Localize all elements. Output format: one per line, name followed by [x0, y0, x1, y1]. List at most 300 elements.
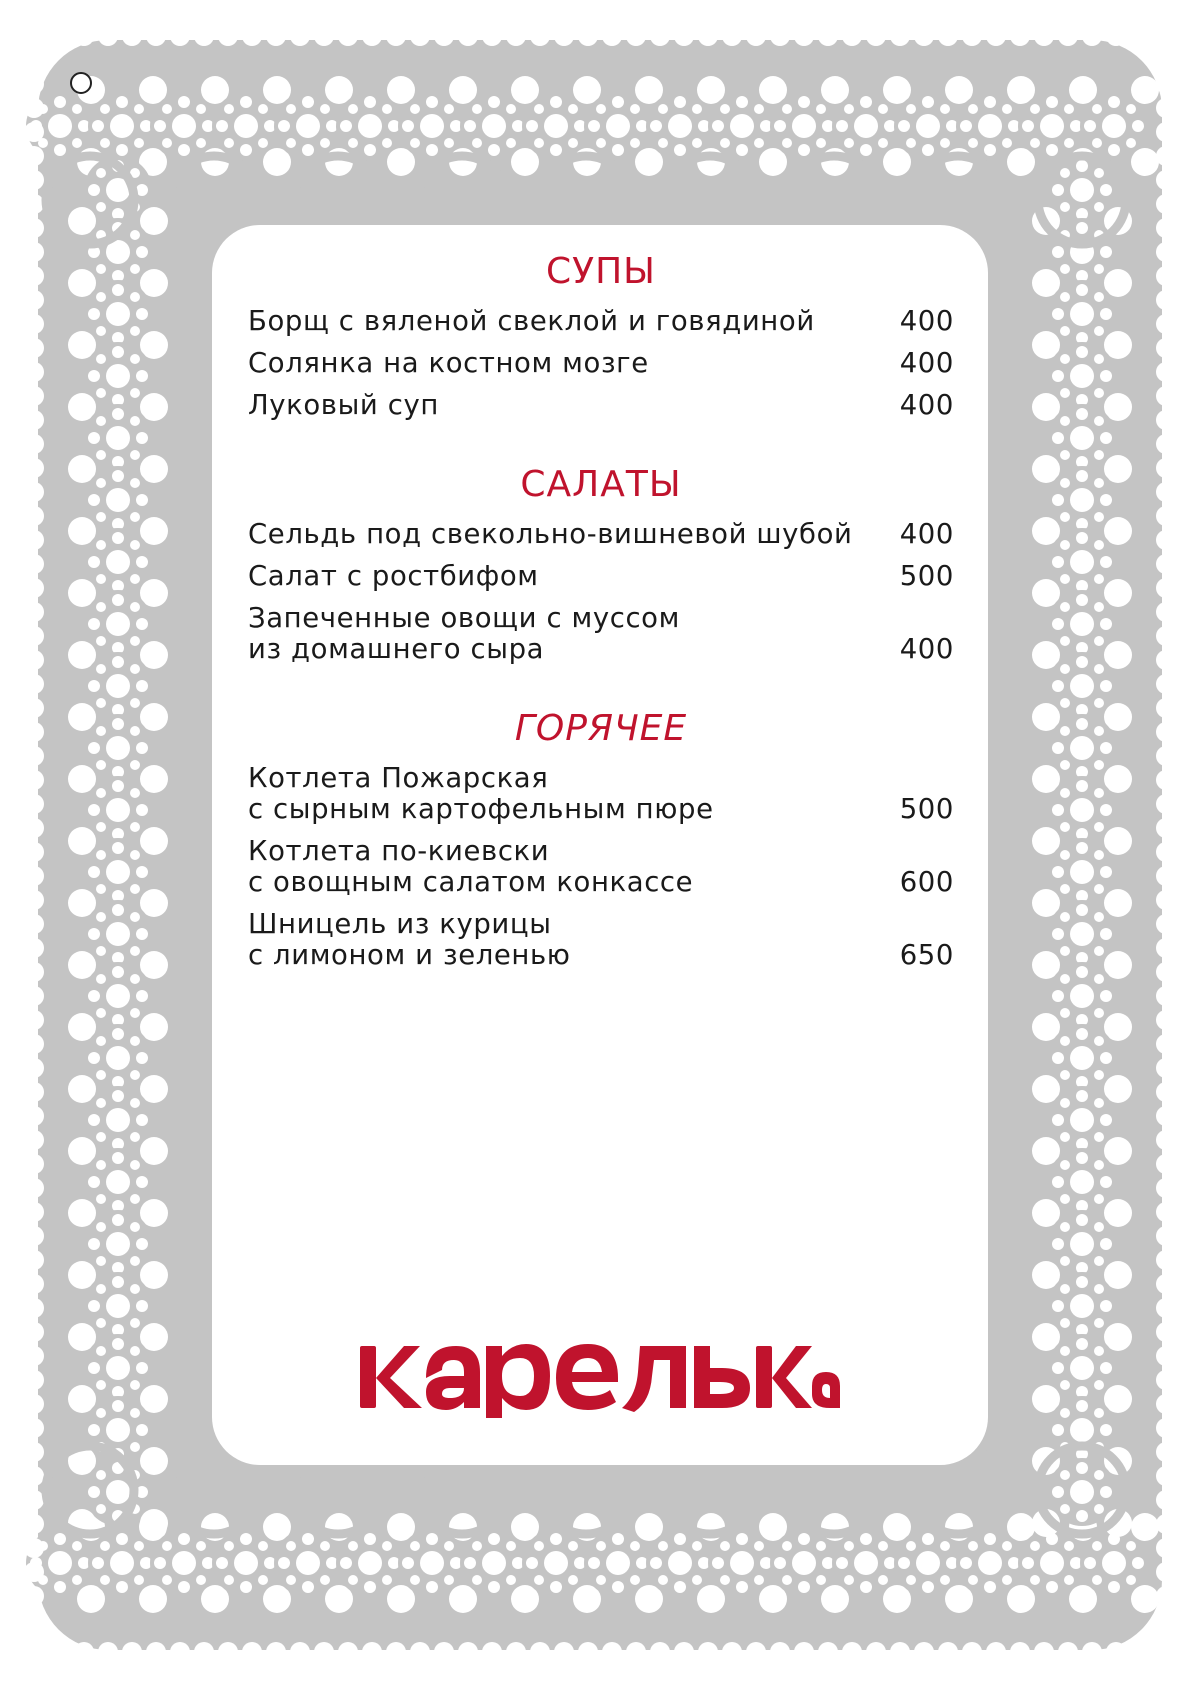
lace-hole: [626, 26, 646, 46]
lace-hole: [24, 218, 44, 238]
lace-hole: [1156, 1394, 1176, 1414]
lace-hole: [698, 26, 718, 46]
lace-flower: [894, 92, 962, 160]
lace-hole: [674, 26, 694, 46]
menu-item: [248, 763, 954, 825]
lace-flower: [1048, 776, 1116, 844]
lace-hole: [24, 1154, 44, 1174]
lace-flower: [1048, 838, 1116, 906]
lace-hole: [24, 194, 44, 214]
lace-hole: [530, 1642, 550, 1662]
lace-hole: [1106, 1642, 1126, 1662]
lace-hole: [74, 1642, 94, 1662]
item-name: Котлета Пожарская с сырным картофельным пюре: [248, 762, 714, 825]
menu-item: [248, 348, 954, 379]
lace-hole: [1156, 1154, 1176, 1174]
lace-flower: [1018, 1529, 1086, 1597]
lace-hole: [602, 26, 622, 46]
lace-hole: [1156, 122, 1176, 142]
lace-hole: [458, 1642, 478, 1662]
lace-flower: [1018, 92, 1086, 160]
lace-hole: [24, 146, 44, 166]
lace-hole: [24, 74, 44, 94]
item-price: 400: [899, 633, 954, 665]
lace-hole: [554, 1642, 574, 1662]
lace-hole: [218, 26, 238, 46]
lace-flower: [88, 92, 156, 160]
lace-hole: [170, 1642, 190, 1662]
lace-hole: [1156, 194, 1176, 214]
lace-flower: [460, 92, 528, 160]
lace-hole: [794, 1642, 814, 1662]
lace-hole: [24, 602, 44, 622]
lace-flower: [708, 1529, 776, 1597]
lace-hole: [1156, 290, 1176, 310]
lace-flower: [1080, 92, 1148, 160]
item-price: 500: [899, 560, 954, 592]
lace-hole: [338, 1642, 358, 1662]
menu-item: [248, 519, 954, 550]
lace-hole: [914, 1642, 934, 1662]
lace-hole: [24, 1298, 44, 1318]
lace-hole: [1156, 626, 1176, 646]
lace-hole: [1156, 602, 1176, 622]
lace-hole: [74, 26, 94, 46]
lace-hole: [626, 1642, 646, 1662]
lace-hole: [24, 986, 44, 1006]
lace-hole: [24, 962, 44, 982]
lace-flower: [84, 404, 152, 472]
lace-flower: [84, 962, 152, 1030]
lace-hole: [986, 26, 1006, 46]
lace-hole: [24, 1490, 44, 1510]
lace-hole: [1156, 1586, 1176, 1606]
menu-item: [248, 561, 954, 592]
lace-hole: [24, 1442, 44, 1462]
lace-flower: [336, 1529, 404, 1597]
lace-flower: [1048, 652, 1116, 720]
lace-hole: [482, 26, 502, 46]
lace-flower: [1048, 962, 1116, 1030]
lace-flower: [1048, 1024, 1116, 1092]
lace-hole: [1156, 1418, 1176, 1438]
lace-hole: [1156, 1010, 1176, 1030]
lace-hole: [578, 1642, 598, 1662]
lace-hole: [1156, 338, 1176, 358]
lace-flower: [770, 92, 838, 160]
section-title: САЛАТЫ: [520, 464, 682, 505]
item-name: Шницель из курицы с лимоном и зеленью: [248, 908, 571, 971]
lace-hole: [1131, 1585, 1159, 1613]
lace-hole: [914, 26, 934, 46]
lace-hole: [24, 674, 44, 694]
lace-hole: [1156, 1298, 1176, 1318]
lace-hole: [24, 770, 44, 790]
lace-hole: [170, 26, 190, 46]
lace-hole: [24, 410, 44, 430]
lace-hole: [24, 1466, 44, 1486]
lace-hole: [1156, 578, 1176, 598]
lace-hole: [24, 1226, 44, 1246]
lace-hole: [24, 914, 44, 934]
lace-flower: [84, 1148, 152, 1216]
lace-flower: [832, 92, 900, 160]
lace-hole: [24, 1562, 44, 1582]
lace-hole: [1156, 482, 1176, 502]
lace-hole: [1131, 148, 1159, 176]
lace-flower: [84, 1086, 152, 1154]
lace-hole: [506, 26, 526, 46]
item-name: Салат с ростбифом: [248, 560, 539, 592]
lace-hole: [50, 26, 70, 46]
lace-hole: [1156, 938, 1176, 958]
lace-hole: [1130, 1642, 1150, 1662]
lace-hole: [938, 26, 958, 46]
lace-flower: [398, 92, 466, 160]
lace-flower: [274, 1529, 342, 1597]
lace-hole: [24, 866, 44, 886]
lace-hole: [1156, 1370, 1176, 1390]
lace-flower: [1048, 1086, 1116, 1154]
lace-hole: [242, 1642, 262, 1662]
lace-flower: [1048, 1334, 1116, 1402]
lace-hole: [24, 818, 44, 838]
lace-hole: [50, 1642, 70, 1662]
lace-hole: [530, 26, 550, 46]
lace-flower: [708, 92, 776, 160]
lace-hole: [746, 1642, 766, 1662]
lace-hole: [24, 362, 44, 382]
lace-hole: [1156, 674, 1176, 694]
lace-hole: [1156, 530, 1176, 550]
lace-hole: [1156, 890, 1176, 910]
lace-hole: [314, 1642, 334, 1662]
lace-hole: [24, 578, 44, 598]
lace-hole: [770, 26, 790, 46]
lace-hole: [98, 26, 118, 46]
lace-hole: [24, 842, 44, 862]
lace-flower: [150, 92, 218, 160]
lace-hole: [506, 1642, 526, 1662]
lace-hole: [290, 1642, 310, 1662]
lace-hole: [314, 26, 334, 46]
lace-hole: [1156, 1202, 1176, 1222]
lace-hole: [24, 1250, 44, 1270]
lace-hole: [24, 1346, 44, 1366]
section-soups: [248, 250, 954, 421]
lace-hole: [1156, 650, 1176, 670]
lace-hole: [842, 26, 862, 46]
lace-hole: [386, 1642, 406, 1662]
lace-hole: [146, 1642, 166, 1662]
lace-hole: [1082, 26, 1102, 46]
lace-flower: [84, 1334, 152, 1402]
lace-hole: [24, 98, 44, 118]
lace-flower: [84, 590, 152, 658]
lace-hole: [410, 1642, 430, 1662]
lace-hole: [24, 746, 44, 766]
lace-flower: [274, 92, 342, 160]
lace-flower: [1048, 1272, 1116, 1340]
lace-hole: [24, 170, 44, 190]
lace-hole: [1156, 554, 1176, 574]
lace-hole: [24, 386, 44, 406]
lace-hole: [458, 26, 478, 46]
lace-hole: [338, 26, 358, 46]
lace-hole: [24, 434, 44, 454]
lace-hole: [1156, 1106, 1176, 1126]
lace-flower: [84, 342, 152, 410]
lace-hole: [24, 338, 44, 358]
lace-hole: [1082, 1642, 1102, 1662]
lace-flower: [832, 1529, 900, 1597]
lace-hole: [1156, 1274, 1176, 1294]
lace-hole: [650, 26, 670, 46]
menu-item: [248, 306, 954, 337]
lace-flower: [84, 1272, 152, 1340]
lace-hole: [24, 1082, 44, 1102]
lace-hole: [266, 26, 286, 46]
lace-hole: [482, 1642, 502, 1662]
lace-flower: [84, 838, 152, 906]
lace-flower: [212, 1529, 280, 1597]
lace-hole: [122, 1642, 142, 1662]
lace-hole: [1156, 314, 1176, 334]
lace-hole: [722, 26, 742, 46]
lace-hole: [24, 1106, 44, 1126]
lace-hole: [674, 1642, 694, 1662]
lace-flower: [1080, 1529, 1148, 1597]
lace-flower: [398, 1529, 466, 1597]
lace-hole: [890, 26, 910, 46]
lace-hole: [1156, 818, 1176, 838]
lace-flower: [646, 1529, 714, 1597]
lace-hole: [554, 26, 574, 46]
lace-flower: [212, 92, 280, 160]
lace-hole: [24, 890, 44, 910]
item-price: 400: [899, 347, 954, 379]
lace-flower: [584, 92, 652, 160]
lace-hole: [1156, 506, 1176, 526]
lace-flower: [150, 1529, 218, 1597]
item-name: Котлета по-киевски с овощным салатом конкассе: [248, 835, 694, 898]
item-name: Луковый суп: [248, 389, 439, 421]
lace-flower: [1048, 404, 1116, 472]
lace-flower: [1048, 218, 1116, 286]
lace-hole: [602, 1642, 622, 1662]
lace-hole: [24, 1034, 44, 1054]
lace-hole: [24, 482, 44, 502]
lace-hole: [1156, 266, 1176, 286]
lace-hole: [1058, 26, 1078, 46]
menu-item: [248, 909, 954, 971]
lace-hole: [362, 1642, 382, 1662]
lace-hole: [122, 26, 142, 46]
menu-item: [248, 836, 954, 898]
lace-hole: [1156, 1130, 1176, 1150]
lace-flower: [1048, 714, 1116, 782]
lace-flower: [1048, 466, 1116, 534]
lace-hole: [770, 1642, 790, 1662]
lace-hole: [1156, 986, 1176, 1006]
lace-hole: [1034, 1642, 1054, 1662]
item-name: Запеченные овощи с муссом из домашнего сыра: [248, 602, 680, 665]
item-name: Борщ с вяленой свеклой и говядиной: [248, 305, 815, 337]
lace-flower: [84, 1210, 152, 1278]
lace-hole: [24, 1178, 44, 1198]
lace-hole: [24, 626, 44, 646]
lace-hole: [24, 1586, 44, 1606]
item-name: Солянка на костном мозге: [248, 347, 649, 379]
lace-hole: [24, 1394, 44, 1414]
lace-flower: [84, 280, 152, 348]
lace-flower: [522, 92, 590, 160]
lace-flower: [1048, 342, 1116, 410]
lace-hole: [1156, 1034, 1176, 1054]
lace-flower: [84, 714, 152, 782]
lace-hole: [1156, 962, 1176, 982]
lace-hole: [1131, 76, 1159, 104]
lace-hole: [938, 1642, 958, 1662]
lace-hole: [1156, 1058, 1176, 1078]
lace-flower: [84, 776, 152, 844]
section-title: СУПЫ: [546, 251, 656, 292]
lace-hole: [386, 26, 406, 46]
lace-flower: [84, 528, 152, 596]
lace-hole: [650, 1642, 670, 1662]
lace-hole: [24, 722, 44, 742]
lace-hole: [410, 26, 430, 46]
lace-hole: [1034, 26, 1054, 46]
lace-hole: [24, 698, 44, 718]
lace-hole: [24, 458, 44, 478]
lace-flower: [84, 652, 152, 720]
lace-hole: [140, 1509, 168, 1537]
lace-hole: [194, 26, 214, 46]
lace-hole: [1156, 386, 1176, 406]
lace-hole: [1156, 1562, 1176, 1582]
lace-hole: [1156, 794, 1176, 814]
lace-flower: [88, 1529, 156, 1597]
section-hot-dishes: [248, 707, 954, 971]
lace-hole: [146, 26, 166, 46]
lace-hole: [24, 1202, 44, 1222]
lace-hole: [218, 1642, 238, 1662]
menu-item: [248, 603, 954, 665]
lace-hole: [722, 1642, 742, 1662]
lace-hole: [194, 1642, 214, 1662]
lace-hole: [434, 26, 454, 46]
lace-hole: [1058, 1642, 1078, 1662]
lace-hole: [1156, 410, 1176, 430]
lace-hole: [266, 1642, 286, 1662]
lace-flower: [84, 1024, 152, 1092]
lace-hole: [746, 26, 766, 46]
lace-hole: [242, 26, 262, 46]
lace-hole: [24, 1322, 44, 1342]
item-price: 600: [899, 866, 954, 898]
lace-hole: [1131, 1513, 1159, 1541]
lace-hole: [1156, 746, 1176, 766]
lace-hole: [818, 26, 838, 46]
lace-hole: [362, 26, 382, 46]
lace-flower: [1048, 528, 1116, 596]
lace-hole: [1156, 434, 1176, 454]
lace-hole: [1156, 458, 1176, 478]
lace-hole: [24, 1058, 44, 1078]
lace-hole: [1156, 842, 1176, 862]
lace-hole: [24, 794, 44, 814]
lace-hole: [794, 26, 814, 46]
lace-hole: [24, 242, 44, 262]
lace-flower: [770, 1529, 838, 1597]
lace-flower: [1048, 1148, 1116, 1216]
lace-flower: [336, 92, 404, 160]
lace-flower: [956, 92, 1024, 160]
lace-hole: [1156, 362, 1176, 382]
lace-hole: [1156, 698, 1176, 718]
lace-hole: [1156, 1538, 1176, 1558]
lace-hole: [1156, 1466, 1176, 1486]
lace-flower: [84, 1458, 152, 1526]
lace-hole: [962, 1642, 982, 1662]
lace-hole: [962, 26, 982, 46]
lace-hole: [1156, 50, 1176, 70]
lace-flower: [522, 1529, 590, 1597]
item-price: 400: [899, 305, 954, 337]
lace-hole: [1106, 26, 1126, 46]
lace-flower: [584, 1529, 652, 1597]
lace-hole: [1156, 74, 1176, 94]
lace-hole: [1156, 722, 1176, 742]
lace-flower: [894, 1529, 962, 1597]
section-title: ГОРЯЧЕЕ: [514, 708, 688, 749]
lace-flower: [84, 466, 152, 534]
lace-hole: [434, 1642, 454, 1662]
lace-hole: [1156, 1442, 1176, 1462]
lace-flower: [1048, 1458, 1116, 1526]
item-price: 400: [899, 389, 954, 421]
lace-hole: [1156, 98, 1176, 118]
lace-hole: [1156, 242, 1176, 262]
lace-flower: [956, 1529, 1024, 1597]
lace-hole: [1156, 1178, 1176, 1198]
lace-hole: [1156, 1610, 1176, 1630]
lace-hole: [24, 530, 44, 550]
item-price: 400: [899, 518, 954, 550]
lace-hole: [24, 1514, 44, 1534]
punch-hole: [70, 72, 92, 94]
lace-hole: [1010, 1642, 1030, 1662]
lace-hole: [24, 1610, 44, 1630]
lace-hole: [1156, 1514, 1176, 1534]
lace-hole: [1156, 170, 1176, 190]
lace-hole: [1156, 866, 1176, 886]
lace-flower: [1048, 900, 1116, 968]
lace-hole: [290, 26, 310, 46]
item-price: 500: [899, 793, 954, 825]
lace-flower: [1048, 280, 1116, 348]
lace-hole: [698, 1642, 718, 1662]
lace-hole: [1156, 1322, 1176, 1342]
lace-hole: [1130, 26, 1150, 46]
lace-flower: [1048, 1210, 1116, 1278]
menu: [248, 250, 954, 1013]
lace-hole: [1156, 770, 1176, 790]
lace-flower: [460, 1529, 528, 1597]
lace-hole: [24, 266, 44, 286]
lace-hole: [986, 1642, 1006, 1662]
